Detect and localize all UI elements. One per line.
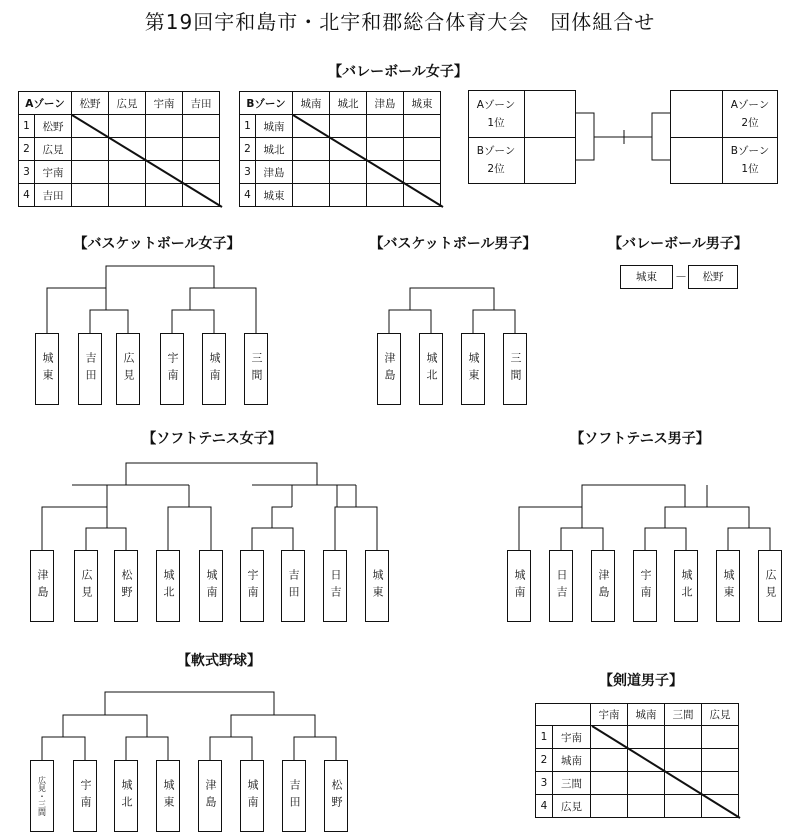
row-number: 4 (19, 184, 35, 207)
team-box: 日吉 (549, 550, 573, 622)
team-box: 津島 (377, 333, 401, 405)
heading-soft-tennis-boys: 【ソフトテニス男子】 (570, 431, 710, 447)
team-box: 広見 (758, 550, 782, 622)
row-number: 3 (240, 161, 256, 184)
final-right-top-label: Aゾーン 2位 (730, 99, 770, 129)
kendo-row-team: 城南 (553, 749, 591, 772)
bracket-soft-tennis-boys (519, 485, 770, 550)
zone-b-row-team: 津島 (256, 161, 293, 184)
team-box: 宇南 (160, 333, 184, 405)
team-box: 広見 (116, 333, 140, 405)
zone-a-col-team: 広見 (109, 92, 146, 115)
team-box: 宇南 (73, 760, 97, 832)
final-left-top-label: Aゾーン 1位 (476, 99, 516, 129)
zone-b-col-team: 城東 (404, 92, 441, 115)
zone-a-col-team: 吉田 (183, 92, 220, 115)
team-box: 吉田 (282, 760, 306, 832)
heading-baseball: 【軟式野球】 (177, 653, 261, 669)
row-number: 2 (19, 138, 35, 161)
zone-b-row-team: 城北 (256, 138, 293, 161)
zone-a-corner: Aゾーン (19, 92, 72, 115)
team-box: 城北 (114, 760, 138, 832)
team-box: 広見 (74, 550, 98, 622)
team-box: 城東 (716, 550, 740, 622)
row-number: 4 (240, 184, 256, 207)
team-box: 日吉 (323, 550, 347, 622)
team-box: 宇南 (633, 550, 657, 622)
team-box: 城東 (365, 550, 389, 622)
team-box: 三間 (244, 333, 268, 405)
team-box: 城南 (240, 760, 264, 832)
team-box: 津島 (591, 550, 615, 622)
team-box: 城南 (202, 333, 226, 405)
team-box: 津島 (198, 760, 222, 832)
kendo-row-team: 広見 (553, 795, 591, 818)
row-number: 1 (19, 115, 35, 138)
team-box: 宇南 (240, 550, 264, 622)
team-box: 三間 (503, 333, 527, 405)
heading-basketball-girls: 【バスケットボール女子】 (73, 236, 241, 252)
kendo-col-team: 広見 (702, 704, 739, 726)
heading-soft-tennis-girls: 【ソフトテニス女子】 (142, 431, 282, 447)
heading-volleyball-girls: 【バレーボール女子】 (328, 64, 468, 80)
team-box: 城北 (674, 550, 698, 622)
kendo-col-team: 宇南 (591, 704, 628, 726)
zone-a-row-team: 松野 (35, 115, 72, 138)
bracket-soft-tennis-girls (42, 463, 377, 550)
bracket-basketball-boys (389, 288, 515, 333)
zone-b-col-team: 城北 (330, 92, 367, 115)
row-number: 4 (536, 795, 553, 818)
row-number: 1 (536, 726, 553, 749)
team-box: 城北 (419, 333, 443, 405)
zone-a-row-team: 宇南 (35, 161, 72, 184)
team-box: 松野 (324, 760, 348, 832)
volleyball-boys-team-2: 松野 (688, 265, 738, 289)
bracket-baseball (42, 692, 336, 760)
page-title: 第19回宇和島市・北宇和郡総合体育大会 団体組合せ (144, 10, 656, 34)
zone-b-corner: Bゾーン (240, 92, 293, 115)
zone-b-col-team: 城南 (293, 92, 330, 115)
zone-b-row-team: 城南 (256, 115, 293, 138)
row-number: 3 (19, 161, 35, 184)
zone-a-row-team: 広見 (35, 138, 72, 161)
heading-volleyball-boys: 【バレーボール男子】 (608, 236, 748, 252)
team-box: 吉田 (281, 550, 305, 622)
team-box: 城北 (156, 550, 180, 622)
final-right-bottom-label: Bゾーン 1位 (730, 145, 770, 175)
zone-b-row-team: 城東 (256, 184, 293, 207)
row-number: 2 (536, 749, 553, 772)
kendo-col-team: 城南 (628, 704, 665, 726)
zone-a-col-team: 宇南 (146, 92, 183, 115)
zone-a-row-team: 吉田 (35, 184, 72, 207)
bracket-basketball-girls (47, 266, 256, 333)
row-number: 3 (536, 772, 553, 795)
team-box: 城東 (156, 760, 180, 832)
zone-a-col-team: 松野 (72, 92, 109, 115)
team-box: 広見・三間 (30, 760, 54, 832)
team-box: 城南 (507, 550, 531, 622)
final-left-bottom-label: Bゾーン 2位 (476, 145, 516, 175)
team-box: 津島 (30, 550, 54, 622)
row-number: 1 (240, 115, 256, 138)
heading-kendo-boys: 【剣道男子】 (599, 673, 683, 689)
team-box: 城東 (461, 333, 485, 405)
heading-basketball-boys: 【バスケットボール男子】 (369, 236, 537, 252)
team-box: 吉田 (78, 333, 102, 405)
zone-b-col-team: 津島 (367, 92, 404, 115)
kendo-row-team: 宇南 (553, 726, 591, 749)
diagonal-line (72, 115, 222, 207)
volleyball-boys-team-1: 城東 (620, 265, 673, 289)
team-box: 松野 (114, 550, 138, 622)
final-connector (576, 113, 670, 160)
kendo-row-team: 三間 (553, 772, 591, 795)
kendo-col-team: 三間 (665, 704, 702, 726)
diagonal-line (293, 115, 443, 207)
team-box: 城東 (35, 333, 59, 405)
row-number: 2 (240, 138, 256, 161)
team-box: 城南 (199, 550, 223, 622)
vs-dash: － (674, 270, 687, 284)
diagonal-line (592, 726, 740, 818)
